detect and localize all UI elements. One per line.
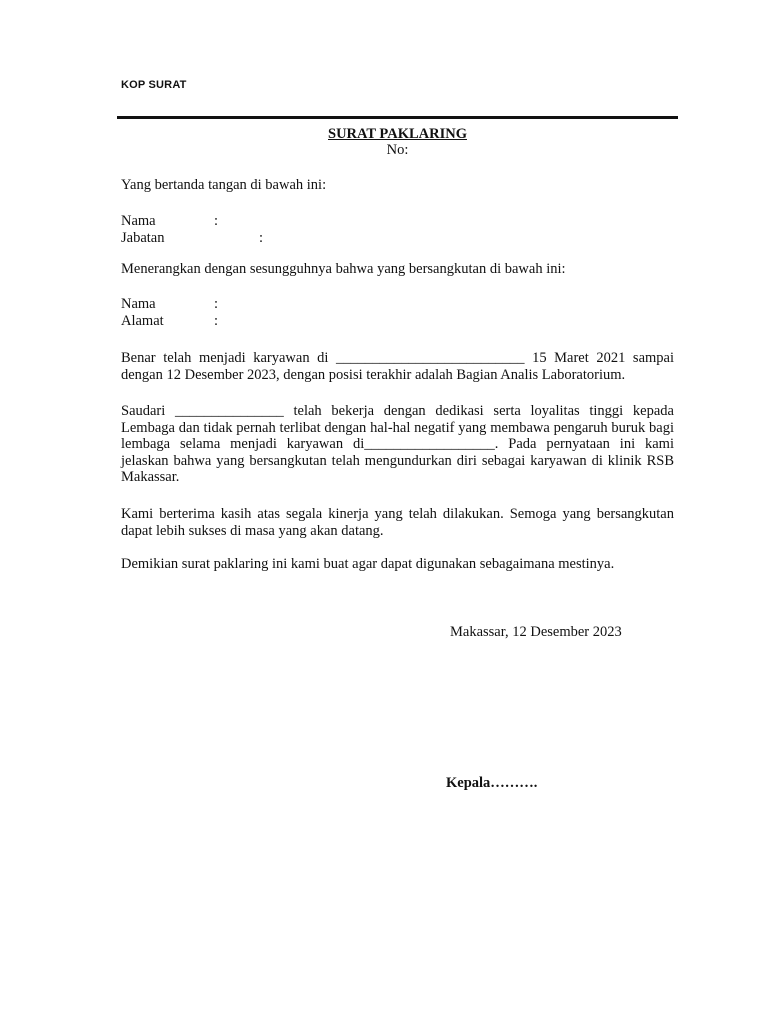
- field-label: Alamat: [121, 313, 164, 329]
- letterhead-label: KOP SURAT: [121, 79, 187, 91]
- letter-number: No:: [386, 142, 409, 158]
- thanks-paragraph: Kami berterima kasih atas segala kinerja yang telah dilakukan. Semoga yang bersangkutan dapat lebih sukses di masa yang akan datang.: [121, 506, 674, 539]
- field-colon: :: [214, 213, 219, 229]
- closing-paragraph: Demikian surat paklaring ini kami buat agar dapat digunakan sebagaimana mestinya.: [121, 556, 615, 572]
- title-block: [117, 126, 678, 158]
- field-colon: :: [214, 313, 219, 329]
- subject-field-name: [121, 296, 674, 313]
- signer-field-position: [121, 230, 674, 247]
- employment-paragraph: Benar telah menjadi karyawan di __________________________ 15 Maret 2021 sampai dengan 12 Desember 2023, dengan posisi terakhir adalah Bagian Analis Laboratorium.: [121, 350, 674, 383]
- letter-title: SURAT PAKLARING: [328, 126, 467, 142]
- letterhead-rule: [117, 116, 678, 119]
- signature-place-date: Makassar, 12 Desember 2023: [450, 624, 622, 640]
- intro-text: Yang bertanda tangan di bawah ini:: [121, 177, 327, 193]
- signature-signer: Kepala……….: [446, 775, 538, 791]
- field-colon: :: [259, 230, 264, 246]
- field-colon: :: [214, 296, 219, 312]
- signer-field-name: [121, 213, 674, 230]
- field-label: Nama: [121, 213, 156, 229]
- signer-fields: [121, 213, 674, 247]
- subject-field-address: [121, 313, 674, 330]
- statement-text: Menerangkan dengan sesungguhnya bahwa yang bersangkutan di bawah ini:: [121, 261, 566, 277]
- conduct-paragraph: Saudari _______________ telah bekerja dengan dedikasi serta loyalitas tinggi kepada Lembaga dan tidak pernah terlibat dengan hal-hal negatif yang membawa pengaruh buruk bagi lembaga selama menjadi karyawan di__________________. Pada pernyataan ini kami jelaskan bahwa yang bersangkutan telah mengundurkan diri sebagai karyawan di klinik RSB Makassar.: [121, 403, 674, 485]
- field-label: Nama: [121, 296, 156, 312]
- field-label: Jabatan: [121, 230, 165, 246]
- subject-fields: [121, 296, 674, 330]
